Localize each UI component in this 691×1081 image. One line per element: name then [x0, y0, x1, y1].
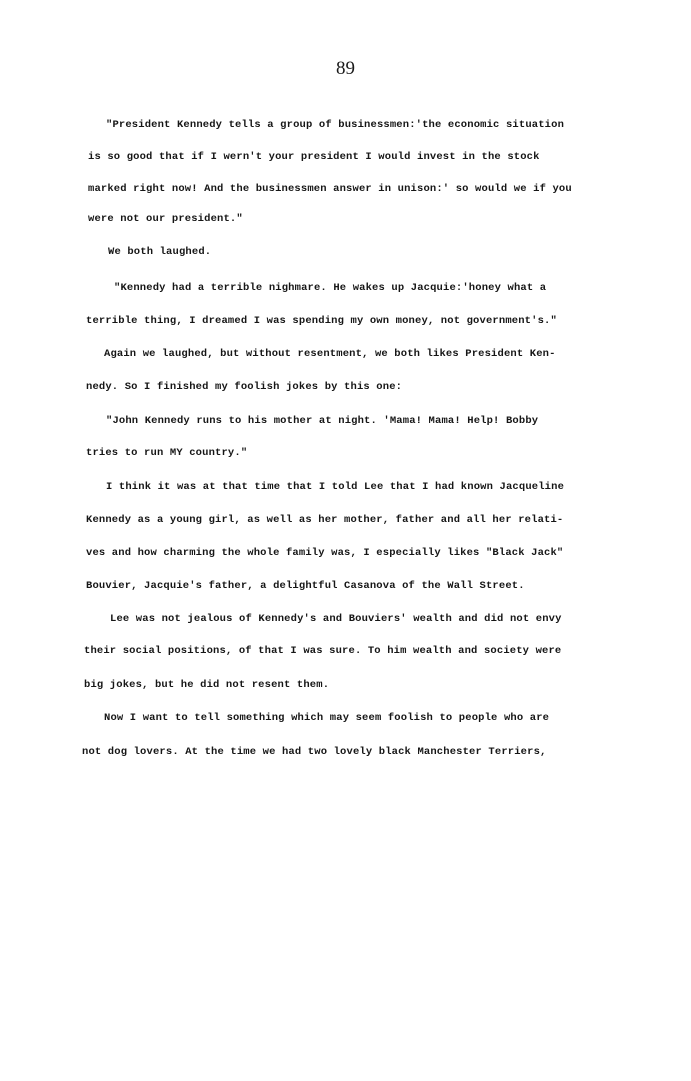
text-line: terrible thing, I dreamed I was spending my own money, not government's." [86, 315, 557, 327]
text-line: "President Kennedy tells a group of businessmen:'the economic situation [106, 119, 565, 131]
text-line: not dog lovers. At the time we had two lovely black Manchester Terriers, [82, 746, 547, 758]
text-line: Lee was not jealous of Kennedy's and Bouviers' wealth and did not envy [110, 613, 562, 625]
text-line: nedy. So I finished my foolish jokes by this one: [86, 381, 403, 393]
text-line: Kennedy as a young girl, as well as her mother, father and all her relati- [86, 514, 564, 526]
text-line: I think it was at that time that I told Lee that I had known Jacqueline [106, 481, 565, 493]
text-line: tries to run MY country." [86, 447, 248, 459]
text-line: big jokes, but he did not resent them. [84, 679, 330, 691]
text-line: their social positions, of that I was sure. To him wealth and society were [84, 645, 562, 657]
text-line: marked right now! And the businessmen answer in unison:' so would we if you [88, 183, 572, 195]
text-line: Bouvier, Jacquie's father, a delightful Casanova of the Wall Street. [86, 580, 525, 592]
page-number: 89 [336, 58, 355, 79]
text-line: We both laughed. [108, 246, 212, 258]
text-line: were not our president." [88, 213, 243, 225]
text-line: Now I want to tell something which may seem foolish to people who are [104, 712, 550, 724]
text-line: Again we laughed, but without resentment, we both likes President Ken- [104, 348, 556, 360]
text-line: ves and how charming the whole family was, I especially likes "Black Jack" [86, 547, 564, 559]
text-line: is so good that if I wern't your president I would invest in the stock [88, 151, 540, 163]
text-line: "Kennedy had a terrible nighmare. He wakes up Jacquie:'honey what a [114, 282, 547, 294]
text-line: "John Kennedy runs to his mother at night. 'Mama! Mama! Help! Bobby [106, 415, 539, 427]
